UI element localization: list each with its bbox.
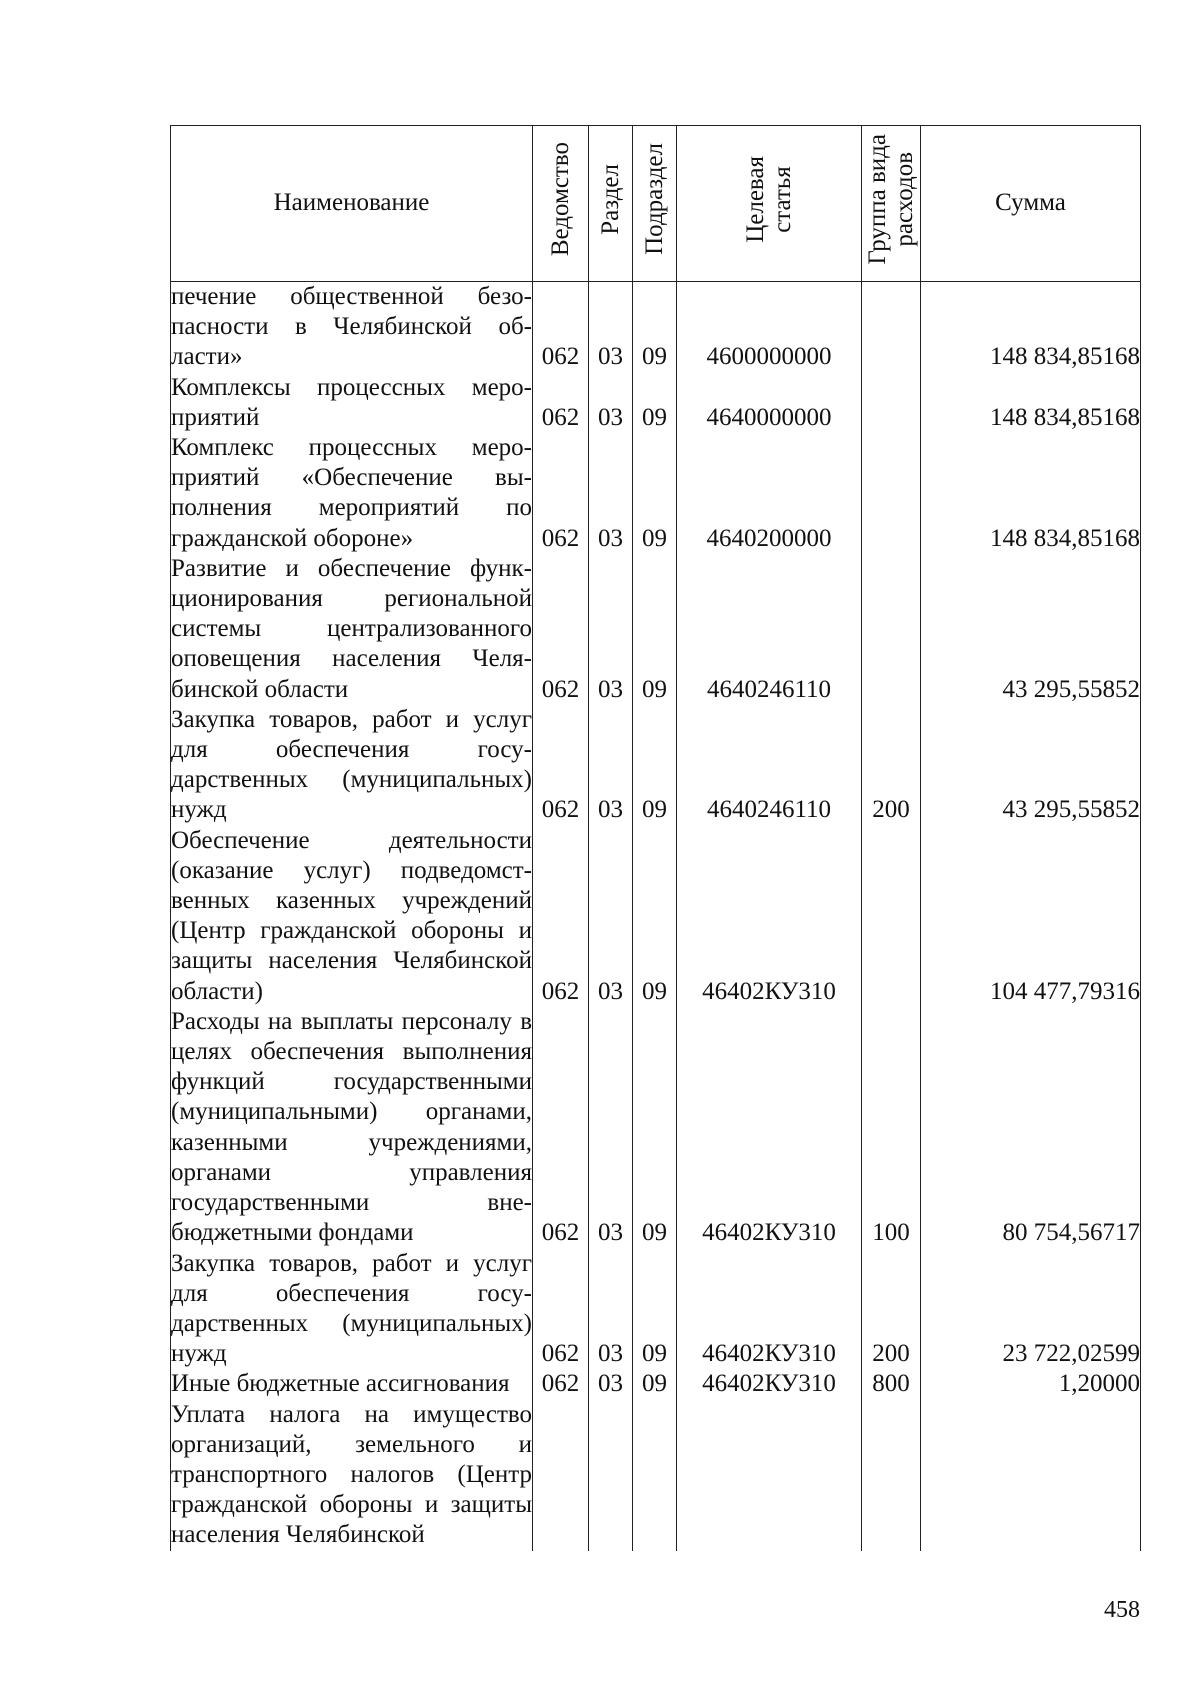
row-vedomstvo: 062 xyxy=(533,826,589,1007)
row-name: Расходы на выплаты персоналу в целях обеспечения выполнения функций государственными (муниципальными) органами, казенными учреждениями, органами управления государственными внебюджетными фондами xyxy=(171,1007,533,1249)
row-target xyxy=(677,1400,862,1551)
row-razdel: 03 xyxy=(589,1369,633,1399)
header-group: Группа вида расходов xyxy=(862,126,921,282)
row-target: 4640246110 xyxy=(677,705,862,826)
row-group: 200 xyxy=(862,1249,921,1370)
row-vedomstvo: 062 xyxy=(533,433,589,554)
row-vedomstvo: 062 xyxy=(533,705,589,826)
row-podrazdel: 09 xyxy=(633,1369,677,1399)
row-razdel: 03 xyxy=(589,705,633,826)
row-target: 46402КУ310 xyxy=(677,1007,862,1249)
row-sum: 148 834,85168 xyxy=(921,433,1141,554)
table-row xyxy=(171,433,1141,554)
row-name: Иные бюджетные ассигнования xyxy=(171,1369,533,1399)
row-vedomstvo: 062 xyxy=(533,1007,589,1249)
row-name: печение общественной безопасности в Челябинской области» xyxy=(171,282,533,373)
table-row xyxy=(171,826,1141,1007)
row-vedomstvo: 062 xyxy=(533,1249,589,1370)
row-razdel: 03 xyxy=(589,1007,633,1249)
table-row xyxy=(171,1369,1141,1399)
header-target: Целевая статья xyxy=(677,126,862,282)
row-group: 100 xyxy=(862,1007,921,1249)
row-sum: 80 754,56717 xyxy=(921,1007,1141,1249)
row-razdel: 03 xyxy=(589,554,633,705)
row-podrazdel: 09 xyxy=(633,554,677,705)
row-name: Комплексы процессных мероприятий xyxy=(171,373,533,433)
header-sum: Сумма xyxy=(921,126,1141,282)
row-sum: 23 722,02599 xyxy=(921,1249,1141,1370)
row-vedomstvo: 062 xyxy=(533,373,589,433)
row-podrazdel: 09 xyxy=(633,373,677,433)
row-name: Обеспечение деятельности (оказание услуг) подведомственных казенных учреждений (Центр гражданской обороны и защиты населения Челябинской области) xyxy=(171,826,533,1007)
table-row xyxy=(171,554,1141,705)
row-podrazdel: 09 xyxy=(633,1007,677,1249)
row-sum xyxy=(921,1400,1141,1551)
row-target: 46402КУ310 xyxy=(677,1249,862,1370)
row-name: Развитие и обеспечение функционирования региональной системы централизованного оповещения населения Челябинской области xyxy=(171,554,533,705)
row-podrazdel xyxy=(633,1400,677,1551)
row-sum: 148 834,85168 xyxy=(921,282,1141,373)
table-header xyxy=(171,126,1141,282)
row-podrazdel: 09 xyxy=(633,282,677,373)
row-group xyxy=(862,1400,921,1551)
header-razdel: Раздел xyxy=(589,126,633,282)
row-group xyxy=(862,826,921,1007)
budget-table xyxy=(170,125,1141,1551)
row-target: 4640200000 xyxy=(677,433,862,554)
row-razdel: 03 xyxy=(589,826,633,1007)
row-razdel: 03 xyxy=(589,1249,633,1370)
table-row xyxy=(171,705,1141,826)
header-vedomstvo: Ведомство xyxy=(533,126,589,282)
row-group xyxy=(862,282,921,373)
row-razdel: 03 xyxy=(589,282,633,373)
row-target: 46402КУ310 xyxy=(677,826,862,1007)
row-group: 200 xyxy=(862,705,921,826)
row-vedomstvo: 062 xyxy=(533,554,589,705)
row-razdel xyxy=(589,1400,633,1551)
row-vedomstvo xyxy=(533,1400,589,1551)
row-sum: 43 295,55852 xyxy=(921,705,1141,826)
row-podrazdel: 09 xyxy=(633,826,677,1007)
row-vedomstvo: 062 xyxy=(533,1369,589,1399)
header-podrazdel: Подраздел xyxy=(633,126,677,282)
row-sum: 104 477,79316 xyxy=(921,826,1141,1007)
row-podrazdel: 09 xyxy=(633,705,677,826)
row-group: 800 xyxy=(862,1369,921,1399)
page-number: 458 xyxy=(1104,1597,1140,1623)
row-name: Закупка товаров, работ и услуг для обеспечения государственных (муниципальных) нужд xyxy=(171,1249,533,1370)
row-target: 46402КУ310 xyxy=(677,1369,862,1399)
table-row xyxy=(171,373,1141,433)
table-row xyxy=(171,1007,1141,1249)
row-group xyxy=(862,554,921,705)
table-row xyxy=(171,1400,1141,1551)
table-row xyxy=(171,1249,1141,1370)
row-target: 4640246110 xyxy=(677,554,862,705)
row-vedomstvo: 062 xyxy=(533,282,589,373)
row-sum: 43 295,55852 xyxy=(921,554,1141,705)
row-name: Уплата налога на имущество организаций, земельного и транспортного налогов (Центр гражданской обороны и защиты населения Челябинской xyxy=(171,1400,533,1551)
row-group xyxy=(862,433,921,554)
header-name: Наименование xyxy=(171,126,533,282)
row-podrazdel: 09 xyxy=(633,1249,677,1370)
row-name: Комплекс процессных мероприятий «Обеспечение выполнения мероприятий по гражданской обороне» xyxy=(171,433,533,554)
row-group xyxy=(862,373,921,433)
row-target: 4600000000 xyxy=(677,282,862,373)
table-row xyxy=(171,282,1141,373)
row-razdel: 03 xyxy=(589,433,633,554)
row-target: 4640000000 xyxy=(677,373,862,433)
row-podrazdel: 09 xyxy=(633,433,677,554)
row-name: Закупка товаров, работ и услуг для обеспечения государственных (муниципальных) нужд xyxy=(171,705,533,826)
row-sum: 1,20000 xyxy=(921,1369,1141,1399)
row-razdel: 03 xyxy=(589,373,633,433)
row-sum: 148 834,85168 xyxy=(921,373,1141,433)
